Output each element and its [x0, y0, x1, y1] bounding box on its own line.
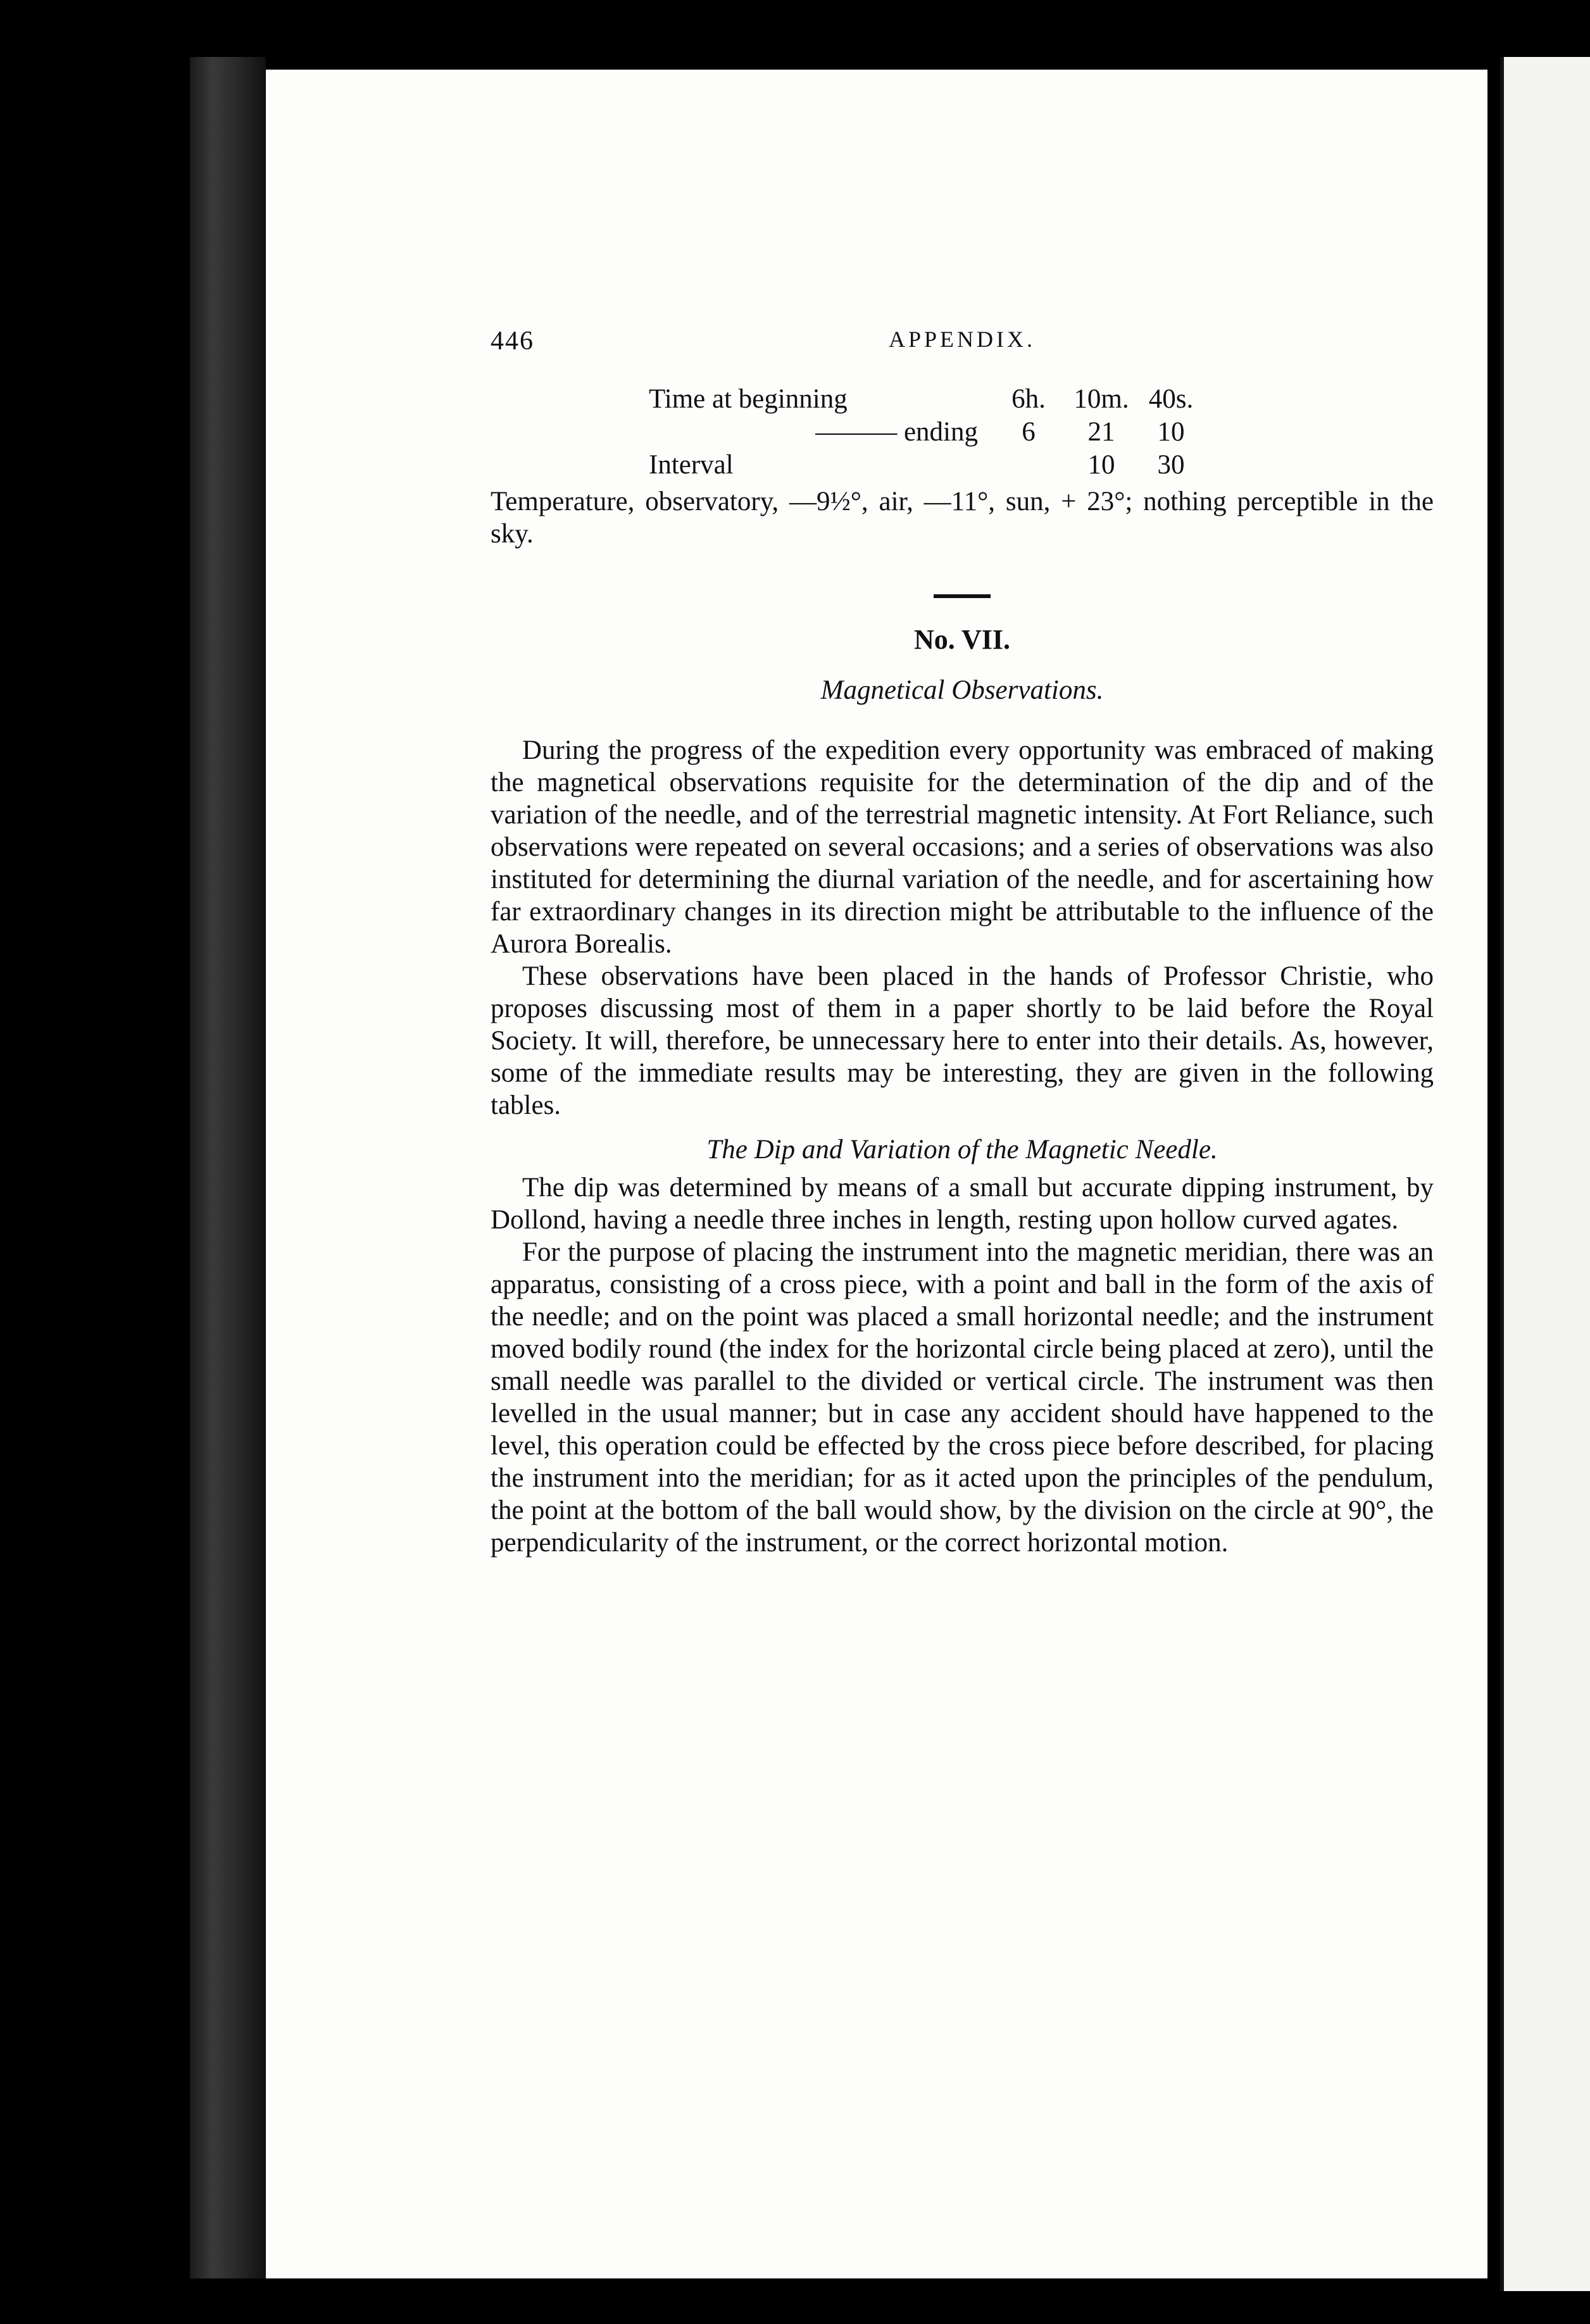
facing-page-edge — [1500, 57, 1590, 2291]
time-row-beginning — [649, 383, 1434, 416]
time-row-interval — [649, 449, 1434, 482]
page-number: 446 — [491, 327, 534, 356]
time-hours: 6h. — [1011, 384, 1046, 414]
book-binding — [190, 57, 266, 2278]
time-hours: 6 — [1022, 417, 1036, 447]
paragraph: The dip was determined by means of a small but accurate dipping instrument, by Dollond, having a needle three inches in length, resting upon hollow curved agates. — [491, 1173, 1434, 1235]
subsection-title: The Dip and Variation of the Magnetic Needle. — [706, 1135, 1218, 1165]
time-minutes: 10 — [1087, 450, 1115, 480]
section-number: No. VII. — [913, 624, 1010, 655]
section-title: Magnetical Observations. — [820, 675, 1104, 705]
time-seconds: 30 — [1157, 450, 1185, 480]
time-seconds: 10 — [1157, 417, 1185, 447]
time-minutes: 10m. — [1074, 384, 1129, 414]
paragraph: For the purpose of placing the instrument into the magnetic meridian, there was an apparatus, consisting of a cross piece, with a point and ball in the form of the axis of the needle; and on the point was placed a small horizontal needle; and the instrument moved bodily round (the index for the horizontal circle being placed at zero), until the small needle was parallel to the divided or vertical circle. The instrument was then levelled in the usual manner; but in case any accident should have happened to the level, this operation could be effected by the cross piece before described, for placing the instrument into the meridian; for as it acted upon the principles of the pendulum, the point at the bottom of the ball would show, by the division on the circle at 90°, the perpendicularity of the instrument, or the correct horizontal motion. — [491, 1237, 1434, 1558]
time-table — [649, 383, 1434, 482]
time-minutes: 21 — [1087, 417, 1115, 447]
page-text-block — [491, 326, 1434, 1559]
time-seconds: 40s. — [1148, 384, 1194, 414]
book-page — [266, 70, 1487, 2278]
running-head: APPENDIX. — [888, 327, 1036, 352]
time-label: Time at beginning — [649, 384, 848, 414]
time-label: Interval — [649, 450, 734, 480]
time-label: ——— ending — [815, 417, 978, 447]
section-divider — [934, 594, 991, 598]
page-header — [491, 326, 1434, 364]
paragraph: These observations have been placed in the hands of Professor Christie, who proposes discussing most of them in a paper shortly to be laid before the Royal Society. It will, therefore, be unnecessary here to enter into their details. As, however, some of the immediate results may be interesting, they are given in the following tables. — [491, 961, 1434, 1120]
time-hours — [991, 449, 1067, 482]
paragraph: During the progress of the expedition every opportunity was embraced of making the magnetical observations requisite for the determination of the dip and of the variation of the needle, and of the terrestrial magnetic intensity. At Fort Reliance, such observations were repeated on several occasions; and a series of observations was also instituted for determining the diurnal variation of the needle, and for ascertaining how far extraordinary changes in its direction might be attributable to the influence of the Aurora Borealis. — [491, 735, 1434, 959]
time-row-ending — [649, 416, 1434, 449]
temperature-line: Temperature, observatory, —9½°, air, —11°, sun, + 23°; nothing perceptible in the sky. — [491, 487, 1434, 549]
